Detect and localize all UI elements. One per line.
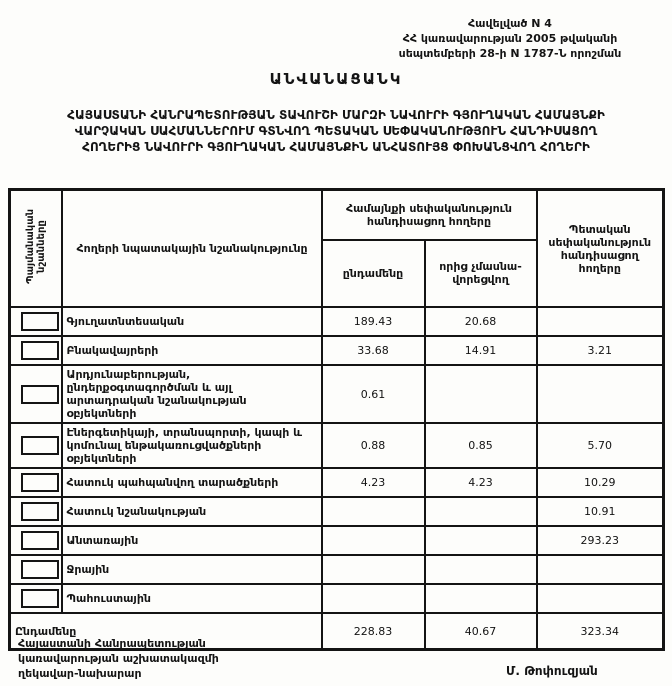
- non-privatizable-value: [425, 526, 537, 555]
- total-community-total-value: 228.83: [322, 613, 425, 650]
- table-row: [10, 526, 664, 555]
- community-total-value: [322, 497, 425, 526]
- non-privatizable-value: 20.68: [425, 307, 537, 336]
- signatory-title-block: [18, 636, 219, 681]
- column-header-community-property: Համայնքի սեփականություն հանդիսացող հողերը: [322, 190, 537, 240]
- table-row: [10, 468, 664, 497]
- state-value: [537, 365, 664, 423]
- land-category-label: Գյուղատնտեսական: [62, 307, 322, 336]
- legend-box: [21, 502, 59, 521]
- subtitle-line-2: ՎԱՐՉԱԿԱՆ ՍԱՀՄԱՆՆԵՐՈՒՄ ԳՏՆՎՈՂ ՊԵՏԱԿԱՆ ՍԵՓԱԿԱՆՈՒԹՅՈՒՆ ՀԱՆԴԻՍԱՑՈՂ: [74, 124, 598, 138]
- legend-box: [21, 436, 59, 455]
- legend-symbol-cell: [10, 336, 62, 365]
- subtitle-line-1: ՀԱՅԱՍՏԱՆԻ ՀԱՆՐԱՊԵՏՈՒԹՅԱՆ ՏԱՎՈՒՇԻ ՄԱՐԶԻ ՆԱՎՈՒՐԻ ԳՅՈՒՂԱԿԱՆ ՀԱՄԱՅՆՔԻ: [67, 108, 605, 122]
- annex-decree-line: սեպտեմբերի 28-ի N 1787-Ն որոշման: [398, 47, 622, 60]
- legend-symbol-cell: [10, 307, 62, 336]
- land-category-label: Ջրային: [62, 555, 322, 584]
- non-privatizable-value: 14.91: [425, 336, 537, 365]
- community-total-value: 0.88: [322, 423, 425, 468]
- state-value: 3.21: [537, 336, 664, 365]
- legend-symbol-cell: [10, 497, 62, 526]
- annex-government-line: ՀՀ կառավարության 2005 թվականի: [402, 32, 618, 45]
- community-total-value: 33.68: [322, 336, 425, 365]
- community-total-value: 0.61: [322, 365, 425, 423]
- legend-box: [21, 531, 59, 550]
- column-header-symbols: [10, 190, 62, 308]
- table-row: [10, 336, 664, 365]
- legend-symbol-cell: [10, 555, 62, 584]
- legend-box: [21, 341, 59, 360]
- column-header-state-property: Պետական սեփականություն հանդիսացող հողերը: [537, 190, 664, 308]
- table-row: [10, 497, 664, 526]
- land-category-label: Պահուստային: [62, 584, 322, 613]
- table-body: [10, 307, 664, 613]
- state-value: 10.29: [537, 468, 664, 497]
- total-non-privatizable-value: 40.67: [425, 613, 537, 650]
- page-title: ԱՆՎԱՆԱՑԱՆԿ: [269, 70, 403, 88]
- annex-reference-block: [360, 16, 660, 61]
- non-privatizable-value: 4.23: [425, 468, 537, 497]
- annex-number: Հավելված N 4: [468, 17, 552, 30]
- signatory-line-1: Հայաստանի Հանրապետության: [18, 637, 206, 650]
- total-state-value: 323.34: [537, 613, 664, 650]
- state-value: 293.23: [537, 526, 664, 555]
- state-value: [537, 555, 664, 584]
- column-header-symbols-label: Պայմանական նշանները: [24, 209, 47, 285]
- non-privatizable-value: [425, 555, 537, 584]
- land-category-label: Հատուկ նշանակության: [62, 497, 322, 526]
- community-total-value: 189.43: [322, 307, 425, 336]
- legend-symbol-cell: [10, 526, 62, 555]
- legend-box: [21, 589, 59, 608]
- non-privatizable-value: [425, 497, 537, 526]
- land-category-label: Հատուկ պահպանվող տարածքների: [62, 468, 322, 497]
- table-row: [10, 555, 664, 584]
- table-row: [10, 365, 664, 423]
- subtitle-line-3: ՀՈՂԵՐԻՑ ՆԱՎՈՒՐԻ ԳՅՈՒՂԱԿԱՆ ՀԱՄԱՅՆՔԻՆ ԱՆՀԱՏՈՒՅՑ ՓՈԽԱՆՑՎՈՂ ՀՈՂԵՐԻ: [82, 140, 590, 154]
- signatory-line-3: ղեկավար-նախարար: [18, 667, 142, 680]
- community-total-value: [322, 584, 425, 613]
- state-value: 5.70: [537, 423, 664, 468]
- table-row: [10, 307, 664, 336]
- legend-box: [21, 312, 59, 331]
- non-privatizable-value: 0.85: [425, 423, 537, 468]
- table-row: [10, 584, 664, 613]
- non-privatizable-value: [425, 584, 537, 613]
- community-total-value: [322, 526, 425, 555]
- legend-box: [21, 385, 59, 404]
- legend-symbol-cell: [10, 584, 62, 613]
- land-transfer-table: [8, 188, 665, 651]
- community-total-value: 4.23: [322, 468, 425, 497]
- legend-box: [21, 473, 59, 492]
- legend-box: [21, 560, 59, 579]
- community-total-value: [322, 555, 425, 584]
- signatory-line-2: կառավարության աշխատակազմի: [18, 652, 219, 665]
- column-header-total: ընդամենը: [322, 240, 425, 307]
- land-category-label: Անտառային: [62, 526, 322, 555]
- state-value: [537, 584, 664, 613]
- signatory-name: Մ. Թոփուզյան: [506, 664, 598, 678]
- state-value: [537, 307, 664, 336]
- legend-symbol-cell: [10, 468, 62, 497]
- document-subtitle: [8, 107, 664, 155]
- column-header-non-privatizable: որից չմասնա-վորեցվող: [425, 240, 537, 307]
- legend-symbol-cell: [10, 423, 62, 468]
- column-header-purpose: Հողերի նպատակային նշանակությունը: [62, 190, 322, 308]
- state-value: 10.91: [537, 497, 664, 526]
- land-category-label: Էներգետիկայի, տրանսպորտի, կապի և կոմունալ ենթակառուցվածքների օբյեկտների: [62, 423, 322, 468]
- table-row: [10, 423, 664, 468]
- legend-symbol-cell: [10, 365, 62, 423]
- non-privatizable-value: [425, 365, 537, 423]
- land-category-label: Բնակավայրերի: [62, 336, 322, 365]
- total-row-label: Ընդամենը: [10, 613, 322, 650]
- land-category-label: Արդյունաբերության, ընդերքօգտագործման և այլ արտադրական նշանակության օբյեկտների: [62, 365, 322, 423]
